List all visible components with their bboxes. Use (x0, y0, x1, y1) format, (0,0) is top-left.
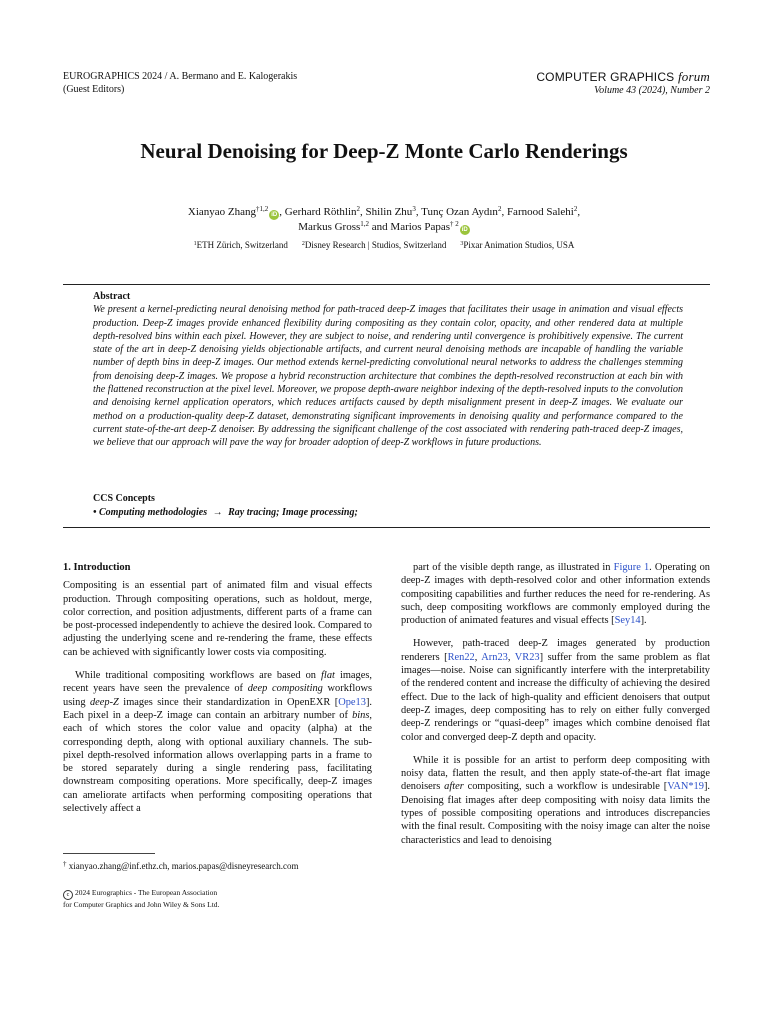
ccs-concepts (93, 506, 358, 520)
left-paragraphs (63, 579, 372, 815)
body-paragraph: Compositing is an essential part of animated film and visual effects production. Through compositing operations, such as holdout, merge, color correction, and position adjustments, different parts of a frame can be post-processed independently to achieve the desired look. Compared to adjusting the underlying scene and re-rendering the frame, these effects can be achieved with significantly lower costs via compositing. (63, 580, 372, 658)
copyright-line1: 2024 Eurographics - The European Association (75, 888, 218, 897)
author-name: Xianyao Zhang (187, 206, 256, 218)
bullet-icon: • (93, 507, 97, 518)
journal-name: COMPUTER GRAPHICS forum (536, 69, 710, 84)
affiliation: $^2$Disney Research | Studios, Switzerland (301, 240, 447, 250)
footnote-emails: xianyao.zhang@inf.ethz.ch, marios.papas@disneyresearch.com (68, 861, 299, 871)
citation-link[interactable]: VR23 (514, 651, 540, 663)
arrow-icon: → (212, 507, 223, 518)
ccs-section (93, 492, 358, 520)
abstract-heading: Abstract (93, 291, 131, 302)
orcid-icon[interactable]: iD (461, 227, 468, 233)
author-affiliation-mark: †1,2 (256, 205, 269, 213)
body-paragraph: While it is possible for an artist to perform deep compositing with noisy data, flatten the result, and then apply state-of-the-art flat image denoisers after compositing, such a workflow is undesirable [VAN*19]. Denoising flat images after deep compositing with noisy data limits the types of possible compositing operations and introduces discrepancies with the final result. Compositing with the noisy image can alter the noise characteristics and lead to denoising (401, 754, 711, 846)
author-affiliation-mark: † 2 (450, 220, 459, 228)
ccs-terms: Ray tracing; Image processing; (228, 507, 358, 518)
right-column (401, 561, 710, 857)
ccs-category: Computing methodologies (99, 507, 208, 518)
author-name: Farnood Salehi (506, 206, 574, 218)
author-affiliation-mark: 2 (497, 205, 502, 213)
citation-link[interactable]: VAN*19 (667, 781, 704, 793)
body-paragraph: However, path-traced deep-Z images generated by production renderers [Ren22, Arn23, VR23] suffer from the same problem as flat images—noise. Noise can significantly interfere with the interpretability of the rendered content and increase the difficulty of achieving the desired effect. Due to the lack of high-quality and efficient denoisers that output deep-Z images, deep compositing has to rely on either fully converged deep-Z renderings or “quasi-deep” images which combine denoised flat color and converged deep-Z depth and opacity. (401, 638, 710, 743)
author-list: Xianyao Zhang$^{\dagger 1,2}$iD , Gerhard Röthlin$^2$, Shilin Zhu$^3$, Tunç Ozan Aydın$^2$, Farnood Salehi$^2$, Markus Gross$^{1,2}$ and Marios Papas$^{\dagger 2}$iD (187, 205, 581, 233)
citation-link[interactable]: Sey14 (614, 615, 641, 627)
bottom-divider (63, 527, 710, 528)
right-paragraphs (401, 561, 710, 847)
author-name: Shilin Zhu (365, 206, 413, 218)
ccs-heading: CCS Concepts (93, 493, 155, 504)
affiliation-list (0, 240, 768, 250)
affiliation: $^1$ETH Zürich, Switzerland (193, 240, 288, 250)
author-name: Marios Papas (390, 221, 450, 233)
body-paragraph: While traditional compositing workflows are based on flat images, recent years have seen the prevalence of deep compositing workflows using deep-Z images since their standardization in OpenEXR [Ope13]. Each pixel in a deep-Z image can contain an arbitrary number of bins, each of which stores the color value and opacity (alpha) at the corresponding depth, along with optional auxiliary channels. The sub-pixel depth-resolved information allows overlapping parts in a frame to be stored separately during a single rendering pass, facilitating downstream compositing operations. More specifically, deep-Z images can ameliorate artifacts when performing compositing operations that selectively affect a (63, 670, 373, 815)
author-name: Tunç Ozan Aydın (421, 206, 498, 218)
author-name: Gerhard Röthlin (284, 206, 357, 218)
journal-header (536, 70, 710, 97)
abstract-text: We present a kernel-predicting neural denoising method for path-traced deep-Z images that facilitates their usage in animation and visual effects production. Deep-Z images provide enhanced flexibility during compositing as they contain color, opacity, and other rendered data at multiple depth-resolved bins within each pixel. However, they are subject to noise, and rendering until convergence is prohibitively expensive. The current state of the art in deep-Z denoising yields objectionable artifacts, and current neural denoising methods are incapable of handling the variable number of depth bins in deep-Z images. Our method extends kernel-predicting convolutional neural networks to address the challenges stemming from denoising deep-Z images. We propose a hybrid reconstruction architecture that combines the depth-resolved reconstruction at each bin with the flattened reconstruction at the pixel level. Moreover, we propose depth-aware neighbor indexing of the depth-resolved inputs to the convolution and denoising kernel application operators, which reduces artifacts caused by depth misalignment present in deep-Z images. We evaluate our method on a production-quality deep-Z dataset, demonstrating significant improvements in denoising quality and performance compared to the current state-of-the-art deep-Z denoiser. By addressing the significant challenge of the cost associated with rendering path-traced deep-Z images, we believe that our approach will pave the way for broader adoption of deep-Z workflows in future productions. (93, 304, 683, 449)
abstract-section (93, 290, 683, 450)
author-affiliation-mark: 3 (412, 205, 416, 213)
orcid-icon[interactable]: iD (271, 212, 278, 218)
footnote-rule (63, 853, 155, 854)
affiliation: $^3$Pixar Animation Studios, USA (460, 240, 575, 250)
author-affiliation-mark: 2 (356, 205, 361, 213)
citation-link[interactable]: Ope13 (338, 696, 366, 708)
volume-line: Volume 43 (2024), Number 2 (594, 85, 710, 96)
footnote (63, 861, 299, 871)
left-column (63, 561, 372, 825)
author-affiliation-mark: 1,2 (360, 220, 370, 228)
copyright-icon: c (63, 890, 73, 900)
journal-suffix: forum (677, 69, 710, 84)
citation-link[interactable]: Arn23 (481, 651, 508, 663)
dagger-mark: † (63, 860, 67, 868)
copyright-line2: for Computer Graphics and John Wiley & Sons Ltd. (63, 900, 220, 909)
paper-title: Neural Denoising for Deep-Z Monte Carlo Renderings (140, 139, 628, 163)
section-heading: 1. Introduction (63, 562, 131, 573)
author-name: Markus Gross (298, 221, 361, 233)
top-divider (63, 284, 710, 285)
copyright-notice (63, 888, 219, 910)
conference-header (63, 70, 297, 96)
body-paragraph: part of the visible depth range, as illustrated in Figure 1. Operating on deep-Z images with depth-resolved color and other information extends compositing capabilities and further reduces the need for re-rendering. As such, deep compositing workflows are commonly employed during the production of animated features and visual effects [Sey14]. (401, 562, 711, 627)
editors-line: (Guest Editors) (63, 84, 125, 95)
citation-link[interactable]: Ren22 (447, 651, 475, 663)
citation-link[interactable]: Figure 1 (613, 562, 650, 573)
author-affiliation-mark: 2 (573, 205, 578, 213)
conference-line: EUROGRAPHICS 2024 / A. Bermano and E. Kalogerakis (63, 71, 298, 82)
